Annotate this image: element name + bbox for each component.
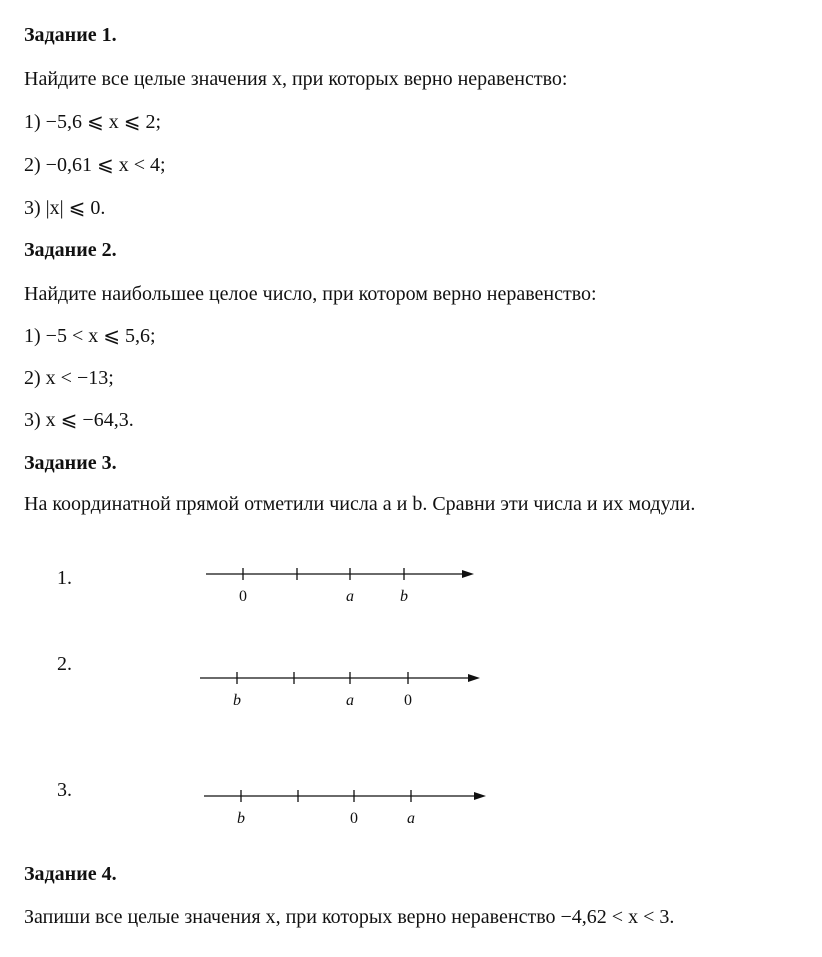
arrow-icon bbox=[462, 570, 474, 578]
tick-label-b: b bbox=[233, 692, 241, 709]
number-line-3-label: 3. bbox=[57, 779, 72, 801]
number-line-1-label: 1. bbox=[57, 567, 72, 589]
task2-item-1: 1) −5 < x ⩽ 5,6; bbox=[24, 325, 156, 347]
tick-label-b: b bbox=[400, 588, 408, 605]
task1-item-3: 3) |x| ⩽ 0. bbox=[24, 197, 106, 219]
number-line-2 bbox=[196, 664, 486, 714]
tick-label-a: a bbox=[346, 588, 354, 605]
number-line-3 bbox=[198, 782, 493, 832]
task2-item-2: 2) x < −13; bbox=[24, 367, 114, 389]
task4-heading: Задание 4. bbox=[24, 863, 117, 885]
tick-label-a: a bbox=[346, 692, 354, 709]
tick-label-b: b bbox=[237, 810, 245, 827]
task1-item-1: 1) −5,6 ⩽ x ⩽ 2; bbox=[24, 111, 162, 133]
number-line-2-label: 2. bbox=[57, 653, 72, 675]
task1-prompt: Найдите все целые значения x, при которых верно неравенство: bbox=[24, 68, 568, 90]
task4-prompt: Запиши все целые значения x, при которых верно неравенство −4,62 < x < 3. bbox=[24, 906, 675, 928]
tick-label-zero: 0 bbox=[239, 588, 247, 605]
task3-prompt: На координатной прямой отметили числа a и b. Сравни эти числа и их модули. bbox=[24, 493, 696, 515]
arrow-icon bbox=[474, 792, 486, 800]
tick-label-a: a bbox=[407, 810, 415, 827]
task1-item-2: 2) −0,61 ⩽ x < 4; bbox=[24, 154, 166, 176]
task2-prompt: Найдите наибольшее целое число, при котором верно неравенство: bbox=[24, 283, 597, 305]
task2-item-3: 3) x ⩽ −64,3. bbox=[24, 409, 134, 431]
arrow-icon bbox=[468, 674, 480, 682]
tick-label-zero: 0 bbox=[404, 692, 412, 709]
number-line-1 bbox=[200, 560, 490, 610]
tick-label-zero: 0 bbox=[350, 810, 358, 827]
task1-heading: Задание 1. bbox=[24, 24, 117, 46]
task3-heading: Задание 3. bbox=[24, 452, 117, 474]
task2-heading: Задание 2. bbox=[24, 239, 117, 261]
